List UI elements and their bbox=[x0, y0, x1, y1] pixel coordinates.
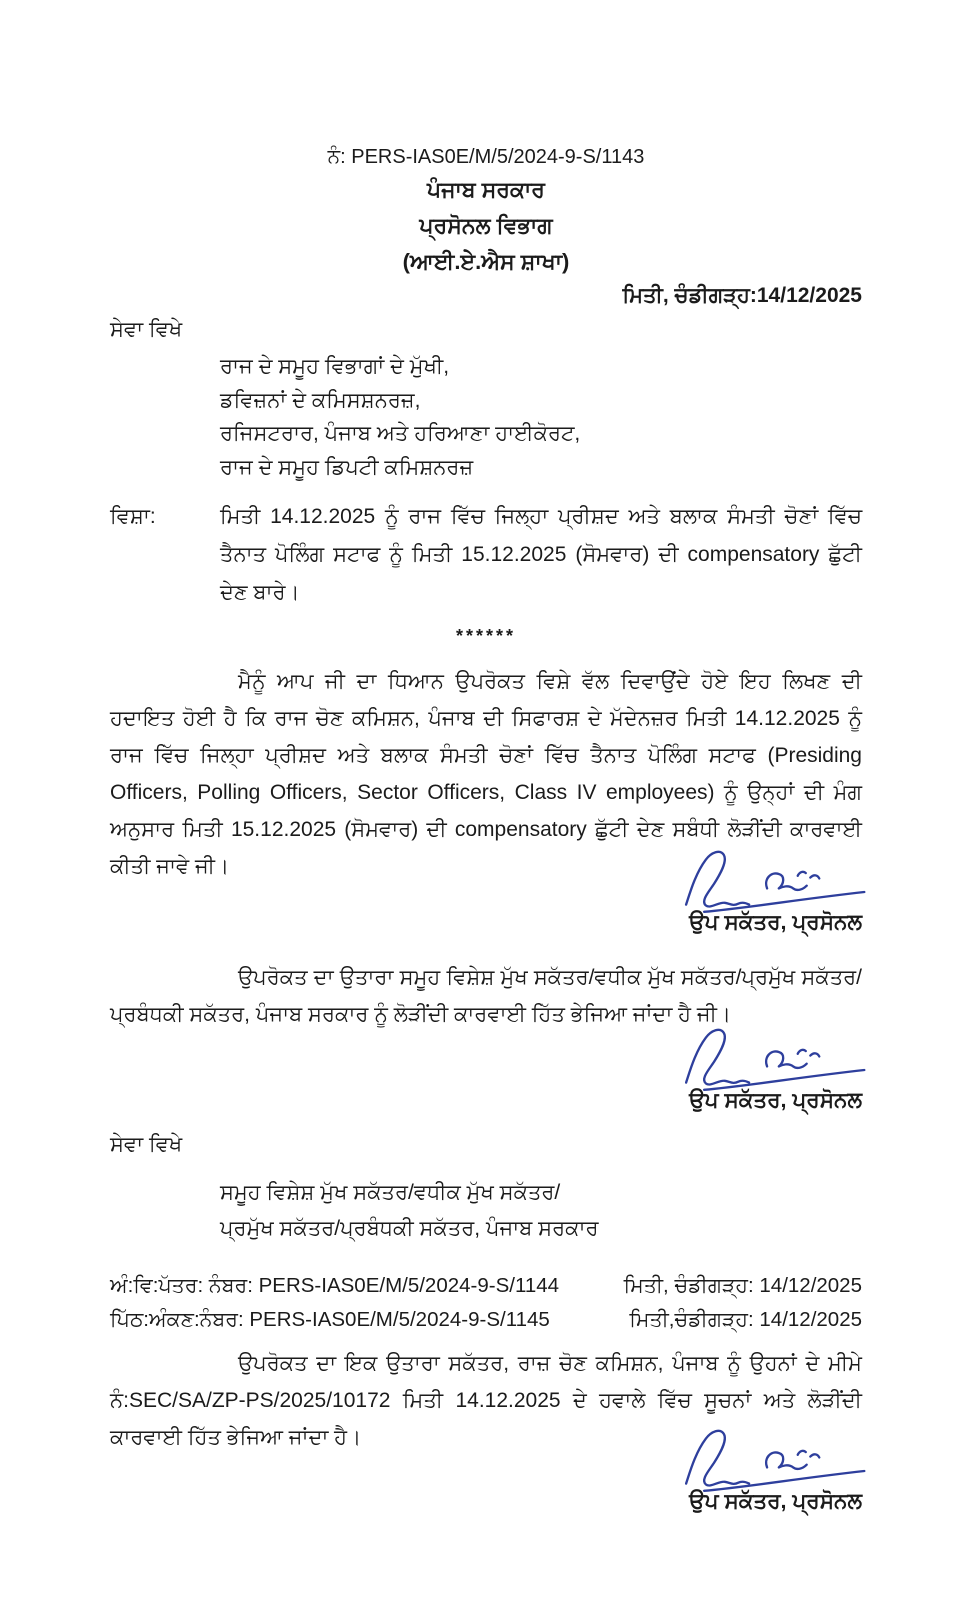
addressee-line: ਸਮੂਹ ਵਿਸ਼ੇਸ਼ ਮੁੱਖ ਸਕੱਤਰ/ਵਧੀਕ ਮੁੱਖ ਸਕੱਤਰ/ bbox=[220, 1181, 561, 1204]
endorsement-block bbox=[110, 1269, 862, 1337]
signature-block-3 bbox=[110, 1426, 862, 1516]
endorsement-row bbox=[110, 1303, 862, 1337]
signatory-designation: ਉਪ ਸਕੱਤਰ, ਪ੍ਰਸੋਨਲ bbox=[689, 1489, 862, 1513]
to-label: ਸੇਵਾ ਵਿਖੇ bbox=[110, 318, 183, 341]
endorsement-number: ਅੰ:ਵਿ:ਪੱਤਰ: ਨੰਬਰ: PERS-IAS0E/M/5/2024-9-S/1144 bbox=[110, 1274, 560, 1297]
body-paragraph-2: ਉਪਰੋਕਤ ਦਾ ਉਤਾਰਾ ਸਮੂਹ ਵਿਸ਼ੇਸ਼ ਮੁੱਖ ਸਕੱਤਰ/ਵਧੀਕ ਮੁੱਖ ਸਕੱਤਰ/ਪ੍ਰਮੁੱਖ ਸਕੱਤਰ/ਪ੍ਰਬੰਧਕੀ ਸਕੱਤਰ, ਪੰਜਾਬ ਸਰਕਾਰ ਨੂੰ ਲੋੜੀਂਦੀ ਕਾਰਵਾਈ ਹਿੱਤ ਭੇਜਿਆ ਜਾਂਦਾ ਹੈ ਜੀ। bbox=[110, 966, 862, 1026]
subject-row bbox=[110, 498, 862, 612]
addressee-line: ਰਜਿਸਟਰਾਰ, ਪੰਜਾਬ ਅਤੇ ਹਰਿਆਣਾ ਹਾਈਕੋਰਟ, bbox=[220, 422, 581, 445]
addressee-list bbox=[220, 350, 862, 484]
branch-title: (ਆਈ.ਏ.ਐਸ ਸ਼ਾਖਾ) bbox=[402, 249, 570, 274]
body-paragraph-1: ਮੈਨੂੰ ਆਪ ਜੀ ਦਾ ਧਿਆਨ ਉਪਰੋਕਤ ਵਿਸ਼ੇ ਵੱਲ ਦਿਵਾਉਂਦੇ ਹੋਏ ਇਹ ਲਿਖਣ ਦੀ ਹਦਾਇਤ ਹੋਈ ਹੈ ਕਿ ਰਾਜ ਚੋਣ ਕਮਿਸ਼ਨ, ਪੰਜਾਬ ਦੀ ਸਿਫਾਰਸ਼ ਦੇ ਮੱਦੇਨਜ਼ਰ ਮਿਤੀ 14.12.2025 ਨੂੰ ਰਾਜ ਵਿੱਚ ਜਿਲ੍ਹਾ ਪ੍ਰੀਸ਼ਦ ਅਤੇ ਬਲਾਕ ਸੰਮਤੀ ਚੋਣਾਂ ਵਿੱਚ ਤੈਨਾਤ ਪੋਲਿੰਗ ਸਟਾਫ (Presiding Officers, Polling Officers, Sector Officers, Class IV employees) ਨੂੰ ਉਨ੍ਹਾਂ ਦੀ ਮੰਗ ਅਨੁਸਾਰ ਮਿਤੀ 15.12.2025 (ਸੋਮਵਾਰ) ਦੀ compensatory ਛੁੱਟੀ ਦੇਣ ਸਬੰਧੀ ਲੋੜੀਂਦੀ ਕਾਰਵਾਈ ਕੀਤੀ ਜਾਵੇ ਜੀ। bbox=[110, 670, 862, 878]
endorsement-date: ਮਿਤੀ, ਚੰਡੀਗੜ੍ਹ: 14/12/2025 bbox=[623, 1274, 862, 1297]
subject-label: ਵਿਸ਼ਾ: bbox=[110, 505, 156, 528]
signature-block-1 bbox=[110, 847, 862, 937]
government-title: ਪੰਜਾਬ ਸਰਕਾਰ bbox=[427, 177, 545, 202]
addressee-line: ਰਾਜ ਦੇ ਸਮੂਹ ਡਿਪਟੀ ਕਮਿਸ਼ਨਰਜ਼ bbox=[220, 455, 474, 479]
date-place-line: ਮਿਤੀ, ਚੰਡੀਗੜ੍ਹ:14/12/2025 bbox=[622, 284, 862, 307]
endorsement-number: ਪਿੱਠ:ਅੰਕਣ:ਨੰਬਰ: PERS-IAS0E/M/5/2024-9-S/1145 bbox=[110, 1308, 550, 1331]
signatory-designation: ਉਪ ਸਕੱਤਰ, ਪ੍ਰਸੋਨਲ bbox=[689, 910, 862, 934]
endorsement-row bbox=[110, 1269, 862, 1303]
addressee-line: ਪ੍ਰਮੁੱਖ ਸਕੱਤਰ/ਪ੍ਰਬੰਧਕੀ ਸਕੱਤਰ, ਪੰਜਾਬ ਸਰਕਾਰ bbox=[220, 1217, 599, 1240]
department-title: ਪ੍ਰਸੋਨਲ ਵਿਭਾਗ bbox=[419, 213, 553, 238]
body-paragraph-3: ਉਪਰੋਕਤ ਦਾ ਇਕ ਉਤਾਰਾ ਸਕੱਤਰ, ਰਾਜ਼ ਚੋਣ ਕਮਿਸ਼ਨ, ਪੰਜਾਬ ਨੂੰ ਉਹਨਾਂ ਦੇ ਮੀਮੇ ਨੰ:SEC/SA/ZP-PS/2025/10172 ਮਿਤੀ 14.12.2025 ਦੇ ਹਵਾਲੇ ਵਿੱਚ ਸੂਚਨਾਂ ਅਤੇ ਲੋੜੀਂਦੀ ਕਾਰਵਾਈ ਹਿੱਤ ਭੇਜਿਆ ਜਾਂਦਾ ਹੈ। bbox=[110, 1352, 862, 1449]
to-label-2: ਸੇਵਾ ਵਿਖੇ bbox=[110, 1133, 183, 1156]
reference-number: ਨੰ: PERS-IAS0E/M/5/2024-9-S/1143 bbox=[327, 146, 645, 168]
signature-block-2 bbox=[110, 1025, 862, 1115]
addressee-line: ਡਵਿਜ਼ਨਾਂ ਦੇ ਕਮਿਸਸ਼ਨਰਜ਼, bbox=[220, 388, 421, 412]
endorsement-date: ਮਿਤੀ,ਚੰਡੀਗੜ੍ਹ: 14/12/2025 bbox=[629, 1308, 862, 1331]
subject-text: ਮਿਤੀ 14.12.2025 ਨੂੰ ਰਾਜ ਵਿੱਚ ਜਿਲ੍ਹਾ ਪ੍ਰੀਸ਼ਦ ਅਤੇ ਬਲਾਕ ਸੰਮਤੀ ਚੋਣਾਂ ਵਿੱਚ ਤੈਨਾਤ ਪੋਲਿੰਗ ਸਟਾਫ ਨੂੰ ਮਿਤੀ 15.12.2025 (ਸੋਮਵਾਰ) ਦੀ compensatory ਛੁੱਟੀ ਦੇਣ ਬਾਰੇ। bbox=[220, 505, 862, 604]
addressee-list-2 bbox=[220, 1175, 862, 1247]
addressee-line: ਰਾਜ ਦੇ ਸਮੂਹ ਵਿਭਾਗਾਂ ਦੇ ਮੁੱਖੀ, bbox=[220, 355, 450, 378]
asterisk-separator: ****** bbox=[455, 626, 517, 646]
signatory-designation: ਉਪ ਸਕੱਤਰ, ਪ੍ਰਸੋਨਲ bbox=[689, 1088, 862, 1112]
